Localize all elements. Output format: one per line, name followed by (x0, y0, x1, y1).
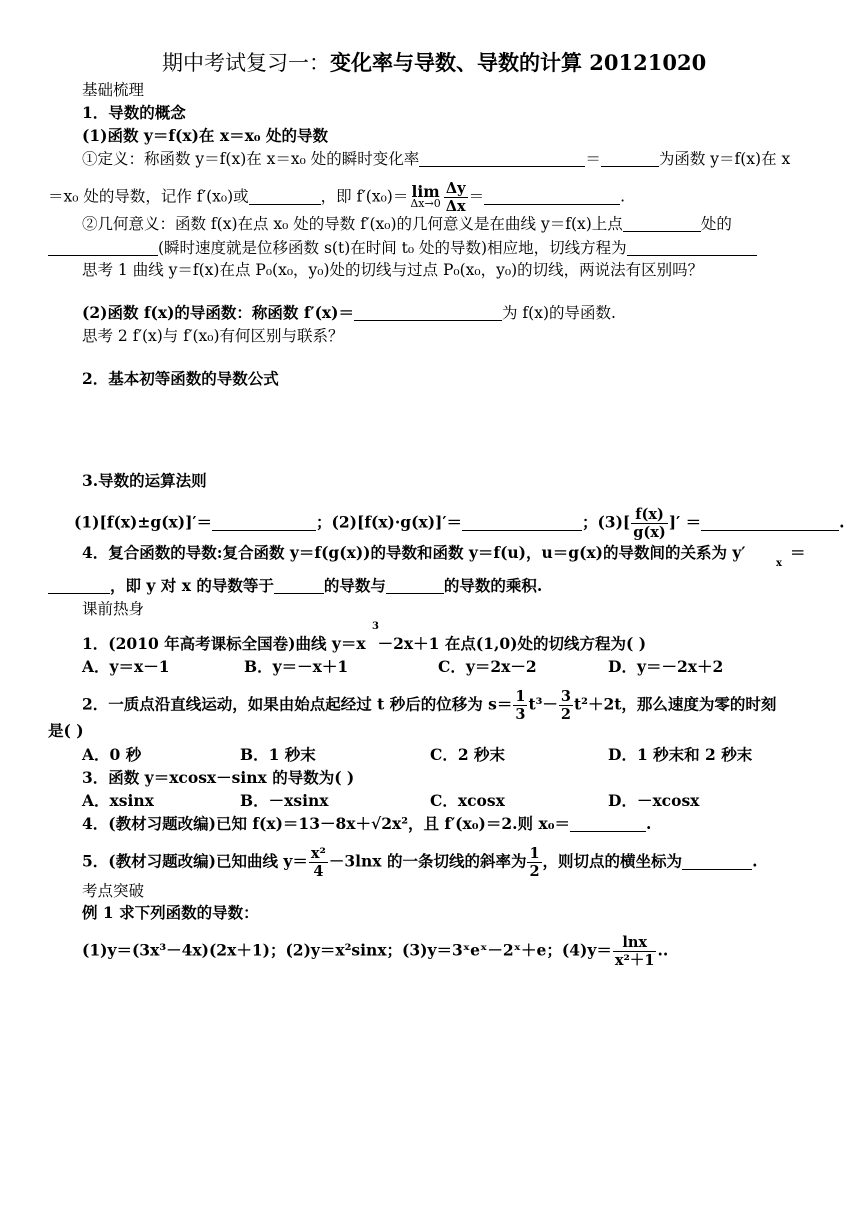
q1-exponent: 3 (372, 621, 379, 632)
rule-1: (1)[f(x)±g(x)]′＝ (74, 512, 213, 532)
q1-option-d[interactable]: D．y＝－2x＋2 (608, 657, 724, 676)
geometric-meaning-line (82, 214, 732, 234)
think-2: 思考 2 f′(x)与 f′(x₀)有何区别与联系？ (82, 327, 344, 345)
item-2-text: (2)函数 f(x)的导函数：称函数 f′(x)＝ (82, 303, 354, 322)
composite-subscript: x (776, 558, 782, 569)
q5-den-2: 2 (529, 863, 540, 880)
section-key-points: 考点突破 (82, 882, 145, 900)
blank-tangent-equation[interactable] (627, 240, 757, 256)
composite-line-2-text: ，即 y 对 x 的导数等于 (110, 576, 274, 595)
q5-text-a: 5．(教材习题改编)已知曲线 y＝ (82, 851, 308, 871)
dx: Δx (445, 198, 466, 215)
question-3: 3．函数 y＝xcosx－sinx 的导数为( ) (82, 768, 355, 787)
q5-fraction-2 (527, 845, 541, 880)
q5-text-c: ，则切点的横坐标为 (542, 851, 683, 871)
question-2 (82, 688, 776, 723)
page-title (162, 50, 706, 76)
question-4 (82, 814, 651, 834)
q2-fraction-1 (513, 688, 527, 723)
q2-option-d[interactable]: D．1 秒末和 2 秒末 (608, 745, 753, 764)
period: . (620, 187, 626, 206)
heading-operation-rules: 3.导数的运算法则 (82, 471, 207, 490)
q2-option-b[interactable]: B．1 秒末 (240, 745, 316, 764)
definition-line-2-text: ＝x₀ 处的导数，记作 f′(x₀)或 (48, 187, 249, 206)
item-2-end: 为 f(x)的导函数. (502, 304, 616, 322)
composite-equals: ＝ (790, 543, 806, 562)
gx: g(x) (633, 524, 666, 541)
definition-line-1 (82, 149, 790, 169)
blank-limit-expr[interactable] (484, 189, 620, 205)
example-1-fraction (613, 934, 657, 969)
blank-composite-2[interactable] (274, 578, 324, 594)
blank-point[interactable] (623, 216, 701, 232)
equals: ＝ (585, 150, 601, 168)
q1-text-b: －2x＋1 在点(1,0)处的切线方程为( ) (377, 634, 647, 653)
section-warmup: 课前热身 (82, 600, 145, 618)
q1-option-a[interactable]: A．y＝x－1 (82, 657, 170, 676)
rule-period: . (839, 512, 845, 532)
q2-t3: t³－ (528, 694, 558, 714)
q5-den-1: 4 (313, 863, 324, 880)
example-1-num: lnx (613, 934, 657, 952)
rule-2: ；(2)[f(x)·g(x)]′＝ (316, 512, 462, 532)
limit-symbol (410, 181, 441, 210)
heading-basic-formulas: 2．基本初等函数的导数公式 (82, 369, 279, 388)
q5-text-b: －3lnx 的一条切线的斜率为 (328, 851, 527, 871)
q5-fraction-1 (309, 845, 328, 880)
item-derivative-at-point: (1)函数 y＝f(x)在 x＝x₀ 处的导数 (82, 126, 328, 145)
q4-period: . (645, 814, 652, 833)
example-1-text: (1)y＝(3x³－4x)(2x＋1)；(2)y＝x²sinx；(3)y＝3ˣeˣ－2ˣ＋e；(4)y＝ (82, 940, 612, 960)
blank-composite-1[interactable] (48, 578, 110, 594)
blank-rule-3[interactable] (701, 515, 839, 531)
blank-q5[interactable] (682, 854, 752, 870)
item-derivative-function (82, 303, 616, 323)
fx: f(x) (631, 506, 668, 524)
heading-derivative-concept: 1．导数的概念 (82, 103, 186, 122)
q3-option-b[interactable]: B．－xsinx (240, 791, 329, 810)
rule-3: ；(3)[ (581, 512, 631, 532)
title-main: 变化率与导数、导数的计算 20121020 (330, 50, 707, 75)
q1-option-c[interactable]: C．y＝2x－2 (438, 657, 537, 676)
dy-dx-fraction (444, 180, 468, 215)
example-1-title: 例 1 求下列函数的导数： (82, 903, 259, 922)
geometric-meaning-text: ②几何意义：函数 f(x)在点 x₀ 处的导数 f′(x₀)的几何意义是在曲线 y＝f(x)上点 (82, 215, 623, 233)
composite-line-2 (48, 576, 542, 596)
composite-text: 4．复合函数的导数:复合函数 y＝f(g(x))的导数和函数 y＝f(u)，u＝g(x)的导数间的关系为 y′ (82, 543, 746, 562)
section-jichu: 基础梳理 (82, 81, 145, 99)
title-prefix: 期中考试复习一： (162, 51, 330, 75)
equals-2: ＝ (468, 187, 485, 206)
lim-subscript: Δx→0 (410, 196, 441, 210)
blank-rule-2[interactable] (462, 515, 582, 531)
blank-slope[interactable] (48, 240, 158, 256)
composite-line-2-mid: 的导数与 (323, 576, 386, 595)
blank-limit[interactable] (601, 151, 659, 167)
geometric-meaning-line-2 (48, 238, 757, 258)
quotient-fraction (631, 506, 668, 541)
q2-fraction-2 (559, 688, 573, 723)
lim-text: lim (411, 181, 440, 201)
q2-den-2: 2 (560, 706, 572, 723)
blank-rule-1[interactable] (212, 515, 316, 531)
q2-continuation: 是( ) (48, 721, 84, 740)
q3-option-a[interactable]: A．xsinx (82, 791, 154, 810)
rule-3-end: ]′ ＝ (668, 512, 702, 532)
q3-option-c[interactable]: C．xcosx (430, 791, 505, 810)
geometric-meaning-text-2: (瞬时速度就是位移函数 s(t)在时间 t₀ 处的导数)相应地，切线方程为 (158, 239, 627, 257)
question-1 (82, 634, 646, 654)
composite-derivative-line (82, 543, 746, 563)
q4-text: 4．(教材习题改编)已知 f(x)＝13－8x＋√2x²，且 f′(x₀)＝2.则 x₀＝ (82, 814, 570, 833)
blank-derivative-function[interactable] (354, 305, 502, 321)
geometric-meaning-end: 处的 (700, 215, 732, 233)
q2-num-2: 3 (560, 688, 572, 705)
q5-period: . (752, 851, 758, 871)
blank-composite-3[interactable] (386, 578, 444, 594)
example-1-den: x²＋1 (614, 952, 655, 969)
example-1-functions (82, 934, 668, 969)
q2-text-b: t²＋2t，那么速度为零的时刻 (574, 694, 777, 714)
definition-line-2 (48, 180, 625, 215)
q3-option-d[interactable]: D．－xcosx (608, 791, 700, 810)
q5-num-2: 1 (529, 845, 540, 862)
blank-q4[interactable] (570, 816, 646, 832)
definition-line-2-mid: ，即 f′(x₀)＝ (320, 187, 409, 206)
example-1-end: .. (657, 940, 669, 960)
composite-line-2-end: 的导数的乘积. (443, 576, 543, 595)
q1-option-b[interactable]: B．y＝－x＋1 (244, 657, 349, 676)
q2-text-a: 2．一质点沿直线运动，如果由始点起经过 t 秒后的位移为 s＝ (82, 694, 513, 714)
think-1: 思考 1 曲线 y＝f(x)在点 P₀(x₀，y₀)处的切线与过点 P₀(x₀，y₀)的切线，两说法有区别吗？ (82, 261, 704, 279)
question-5 (82, 845, 757, 880)
q2-option-a[interactable]: A．0 秒 (82, 745, 142, 764)
blank-notation[interactable] (249, 189, 321, 205)
blank-rate[interactable] (419, 151, 585, 167)
dy: Δy (444, 180, 468, 198)
q2-num-1: 1 (515, 688, 526, 705)
q1-text-a: 1．(2010 年高考课标全国卷)曲线 y＝x (82, 634, 366, 653)
q5-num-1: x² (310, 845, 326, 862)
operation-rules-line (74, 506, 845, 541)
definition-text-end: 为函数 y＝f(x)在 x (658, 150, 791, 168)
definition-text: ①定义：称函数 y＝f(x)在 x＝x₀ 处的瞬时变化率 (82, 150, 420, 168)
q2-den-1: 3 (515, 706, 526, 723)
q2-option-c[interactable]: C．2 秒末 (430, 745, 506, 764)
